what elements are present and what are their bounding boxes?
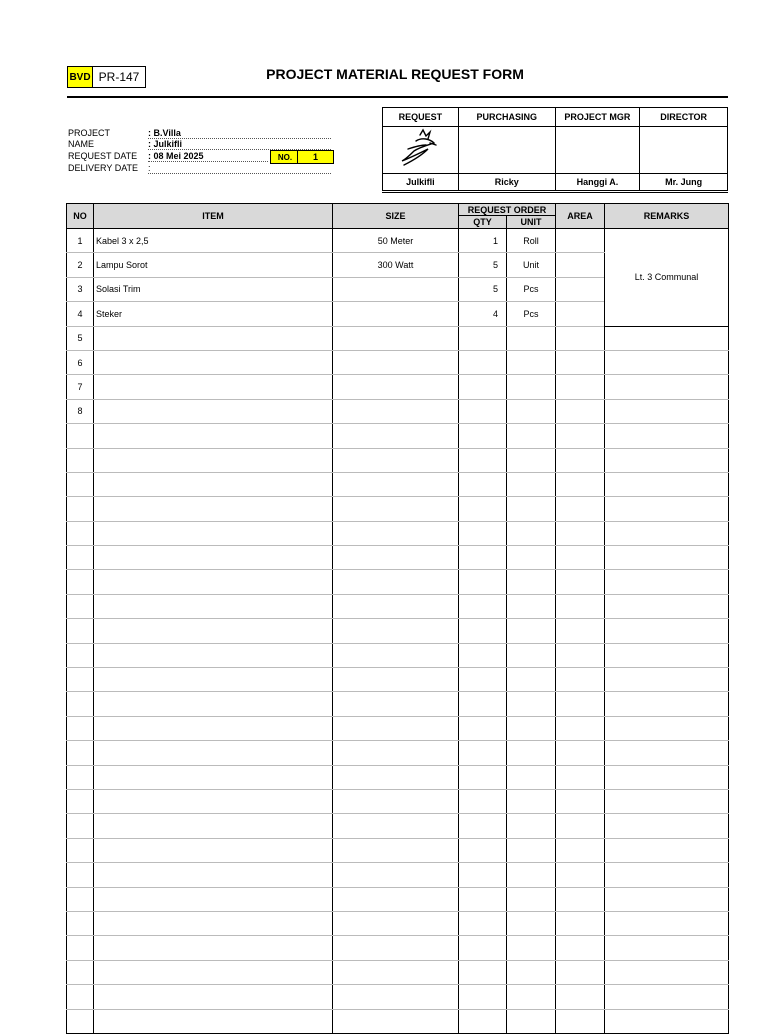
material-table — [66, 203, 729, 1034]
row-remarks — [605, 399, 729, 423]
row-qty: 5 — [459, 277, 507, 301]
header-size: SIZE — [333, 204, 459, 229]
row-item — [94, 375, 333, 399]
row-no: 4 — [67, 302, 94, 326]
row-size — [333, 302, 459, 326]
row-remarks — [605, 350, 729, 374]
row-item: Lampu Sorot — [94, 253, 333, 277]
row-item — [94, 399, 333, 423]
name-label: NAME — [68, 139, 95, 149]
row-size — [333, 277, 459, 301]
row-area — [556, 229, 605, 253]
approval-table — [382, 107, 728, 191]
delivery-date-value: : — [148, 163, 151, 173]
row-area — [556, 350, 605, 374]
row-size: 300 Watt — [333, 253, 459, 277]
empty-rows — [67, 424, 729, 1034]
row-size — [333, 375, 459, 399]
row-item — [94, 326, 333, 350]
page-title: PROJECT MATERIAL REQUEST FORM — [266, 66, 524, 82]
approval-name-request: Julkifli — [383, 174, 459, 191]
form-code: PR-147 — [98, 70, 140, 84]
header-remarks: REMARKS — [605, 204, 729, 229]
row-no: 5 — [67, 326, 94, 350]
header-no: NO — [67, 204, 94, 229]
name-value: : Julkifli — [148, 139, 183, 149]
code-prefix: BVD — [68, 67, 93, 87]
row-no: 3 — [67, 277, 94, 301]
row-area — [556, 277, 605, 301]
row-qty — [459, 326, 507, 350]
table-row — [67, 326, 729, 350]
form-number-label: NO. — [271, 151, 298, 163]
row-remarks — [605, 375, 729, 399]
row-no: 7 — [67, 375, 94, 399]
header-area: AREA — [556, 204, 605, 229]
row-unit — [507, 350, 556, 374]
header-qty: QTY — [459, 216, 507, 229]
request-signature-cell — [383, 127, 459, 174]
header-divider — [67, 96, 728, 98]
row-qty: 1 — [459, 229, 507, 253]
approval-name-purchasing: Ricky — [458, 174, 555, 191]
signature-image — [390, 127, 450, 171]
approval-name-project-mgr: Hanggi A. — [555, 174, 640, 191]
row-remarks — [605, 326, 729, 350]
row-no: 2 — [67, 253, 94, 277]
row-no: 6 — [67, 350, 94, 374]
row-unit — [507, 399, 556, 423]
form-number-value: 1 — [312, 152, 318, 162]
row-item — [94, 350, 333, 374]
row-area — [556, 326, 605, 350]
approval-name-director: Mr. Jung — [640, 174, 728, 191]
request-date-label: REQUEST DATE — [68, 151, 138, 161]
table-row — [67, 229, 729, 253]
row-size: 50 Meter — [333, 229, 459, 253]
row-size — [333, 350, 459, 374]
row-unit — [507, 326, 556, 350]
row-area — [556, 302, 605, 326]
row-size — [333, 326, 459, 350]
remarks-cell: Lt. 3 Communal — [605, 229, 729, 327]
row-unit — [507, 375, 556, 399]
row-qty: 5 — [459, 253, 507, 277]
approval-divider — [382, 192, 728, 193]
row-unit: Pcs — [507, 277, 556, 301]
row-qty: 4 — [459, 302, 507, 326]
row-area — [556, 399, 605, 423]
row-qty — [459, 350, 507, 374]
approval-header-project-mgr: PROJECT MGR — [555, 108, 640, 127]
row-size — [333, 399, 459, 423]
header-item: ITEM — [94, 204, 333, 229]
purchasing-signature-cell — [458, 127, 555, 174]
header-request-order: REQUEST ORDER — [459, 204, 556, 216]
form-code-box — [67, 66, 146, 88]
row-no: 1 — [67, 229, 94, 253]
row-qty — [459, 375, 507, 399]
row-unit: Roll — [507, 229, 556, 253]
approval-header-director: DIRECTOR — [640, 108, 728, 127]
director-signature-cell — [640, 127, 728, 174]
row-area — [556, 375, 605, 399]
project-label: PROJECT — [68, 128, 111, 138]
project-value: : B.Villa — [148, 128, 181, 138]
table-row — [67, 350, 729, 374]
row-unit: Unit — [507, 253, 556, 277]
project-mgr-signature-cell — [555, 127, 640, 174]
table-row — [67, 399, 729, 423]
row-item: Steker — [94, 302, 333, 326]
row-unit: Pcs — [507, 302, 556, 326]
row-area — [556, 253, 605, 277]
row-item: Solasi Trim — [94, 277, 333, 301]
delivery-date-label: DELIVERY DATE — [68, 163, 139, 173]
row-qty — [459, 399, 507, 423]
table-row — [67, 375, 729, 399]
request-date-underline — [148, 161, 268, 162]
row-no: 8 — [67, 399, 94, 423]
delivery-date-underline — [148, 173, 331, 174]
approval-header-purchasing: PURCHASING — [458, 108, 555, 127]
approval-header-request: REQUEST — [383, 108, 459, 127]
form-number-box — [270, 150, 334, 164]
request-date-value: : 08 Mei 2025 — [148, 151, 204, 161]
header-unit: UNIT — [507, 216, 556, 229]
row-item: Kabel 3 x 2,5 — [94, 229, 333, 253]
